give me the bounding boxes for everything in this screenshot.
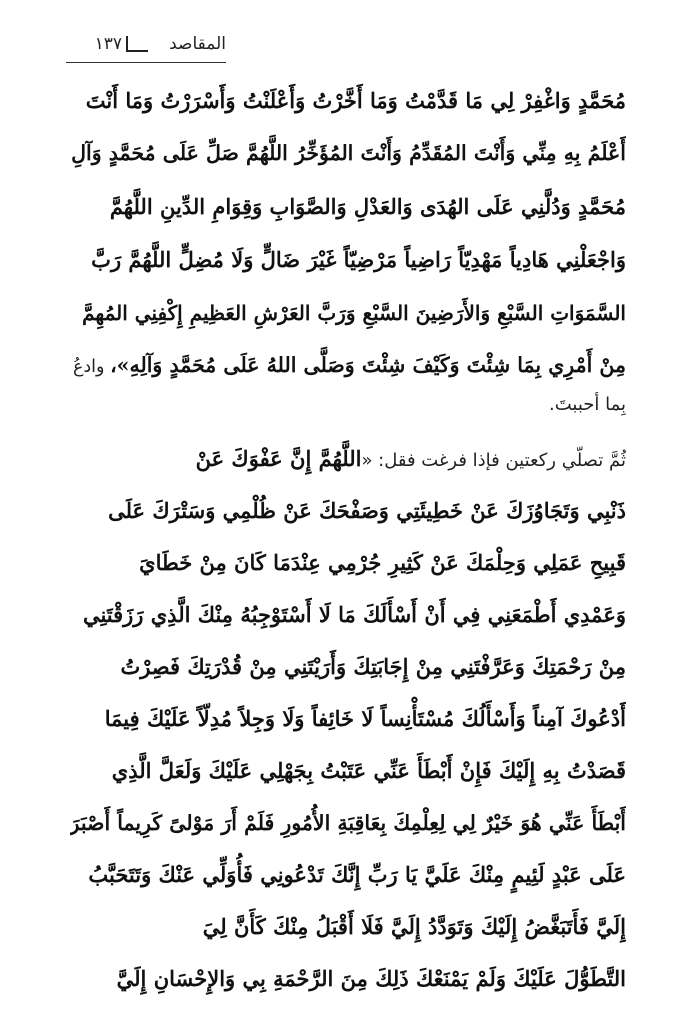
header-bracket-icon: [126, 36, 148, 52]
text-line: السَّمَوَاتِ السَّبْعِ وَالأَرَضِينَ السَّبْعِ وَرَبَّ العَرْشِ العَظِيمِ إِكْفِنِي المُهِمَّ: [82, 301, 626, 325]
text-line: قَبِيحِ عَمَلِي وَحِلْمَكَ عَنْ كَثِيرِ جُرْمِي عِنْدَمَا كَانَ مِنْ خَطَايَ: [139, 550, 626, 575]
text-line: وَعَمْدِي أَطْمَعَنِي فِي أَنْ أَسْأَلَكَ مَا لَا أَسْتَوْجِبُهُ مِنْكَ الَّذِي رَزَقْتَنِي: [82, 602, 626, 627]
text-line: إِلَيَّ فَأَتَبَغَّضُ إِلَيْكَ وَتَوَدَّدُ إِلَيَّ فَلَا أَقْبَلُ مِنْكَ كَأَنَّ لِيَ: [202, 914, 626, 939]
running-header: [66, 30, 226, 64]
text-line: أَبْطَأَ عَنِّي هُوَ خَيْرٌ لِي لِعِلْمِكَ بِعَاقِبَةِ الأُمُورِ فَلَمْ أَرَ مَوْلىً كَرِيماً أَصْبَرَ: [70, 811, 626, 835]
text-segment-instruction: وادعُ: [72, 357, 111, 377]
text-segment-instruction: ثُمَّ تصلّي ركعتين فإذا فرغت فقل: «: [361, 450, 626, 471]
text-segment-quote-end: مِنْ أَمْرِي بِمَا شِئْتَ وَكَيْفَ شِئْتَ وَصَلَّى اللهُ عَلَى مُحَمَّدٍ وَآلِهِ»،: [110, 353, 626, 377]
text-line: أَدْعُوكَ آمِناً وَأَسْأَلُكَ مُسْتَأْنِساً لَا خَائِفاً وَلَا وَجِلاً مُدِلّاً عَلَيْكَ فِيمَا: [104, 706, 626, 731]
text-line: مُحَمَّدٍ وَدُلَّنِي عَلَى الهُدَى وَالعَدْلِ وَالصَّوَابِ وَقِوَامِ الدِّينِ اللَّهُمَّ: [109, 194, 626, 219]
page-number: ١٣٧: [94, 34, 122, 54]
text-line: عَلَى عَبْدٍ لَئِيمٍ مِنْكَ عَلَيَّ يَا رَبِّ إِنَّكَ تَدْعُونِي فَأُوَلِّي عَنْكَ وَتَتَحَبَّبُ: [88, 862, 626, 887]
text-line: ذَنْبِي وَتَجَاوُزَكَ عَنْ خَطِيئَتِي وَصَفْحَكَ عَنْ ظُلْمِي وَسَتْرَكَ عَلَى: [108, 498, 626, 523]
text-line: قَصَدْتُ بِهِ إِلَيْكَ فَإِنْ أَبْطَأَ عَنِّي عَتَبْتُ بِجَهْلِي عَلَيْكَ وَلَعَلَّ الَّذِي: [111, 758, 626, 783]
text-line: مِنْ رَحْمَتِكَ وَعَرَّفْتَنِي مِنْ إِجَابَتِكَ وَأَرَيْتَنِي مِنْ قُدْرَتِكَ فَصِرْتُ: [120, 654, 626, 679]
header-title: المقاصد: [169, 34, 226, 54]
text-line: وَاجْعَلْنِي هَادِياً مَهْدِيّاً رَاضِياً مَرْضِيّاً غَيْرَ ضَالٍّ وَلَا مُضِلٍّ اللَّهُمَّ رَبَّ: [91, 247, 626, 272]
text-line-plain: بِما أحببتَ.: [548, 394, 626, 415]
text-line: أَعْلَمُ بِهِ مِنِّي وَأَنْتَ المُقَدِّمُ وَأَنْتَ المُؤَخِّرُ اللَّهُمَّ صَلِّ عَلَى مُحَمَّدٍ وَآلِ: [71, 141, 626, 165]
text-line: مُحَمَّدٍ وَاغْفِرْ لِي مَا قَدَّمْتُ وَمَا أَخَّرْتُ وَأَعْلَنْتُ وَأَسْرَرْتُ وَمَا أَنْتَ: [85, 88, 626, 113]
header-rule: [66, 62, 226, 63]
text-segment-prayer-start: اللَّهُمَّ إِنَّ عَفْوَكَ عَنْ: [195, 446, 362, 471]
text-line: التَّطَوُّلَ عَلَيْكَ وَلَمْ يَمْنَعْكَ ذَلِكَ مِنَ الرَّحْمَةِ بِي وَالإِحْسَانِ إِلَيَّ: [116, 966, 626, 991]
paragraph-intro-line: [70, 432, 626, 486]
